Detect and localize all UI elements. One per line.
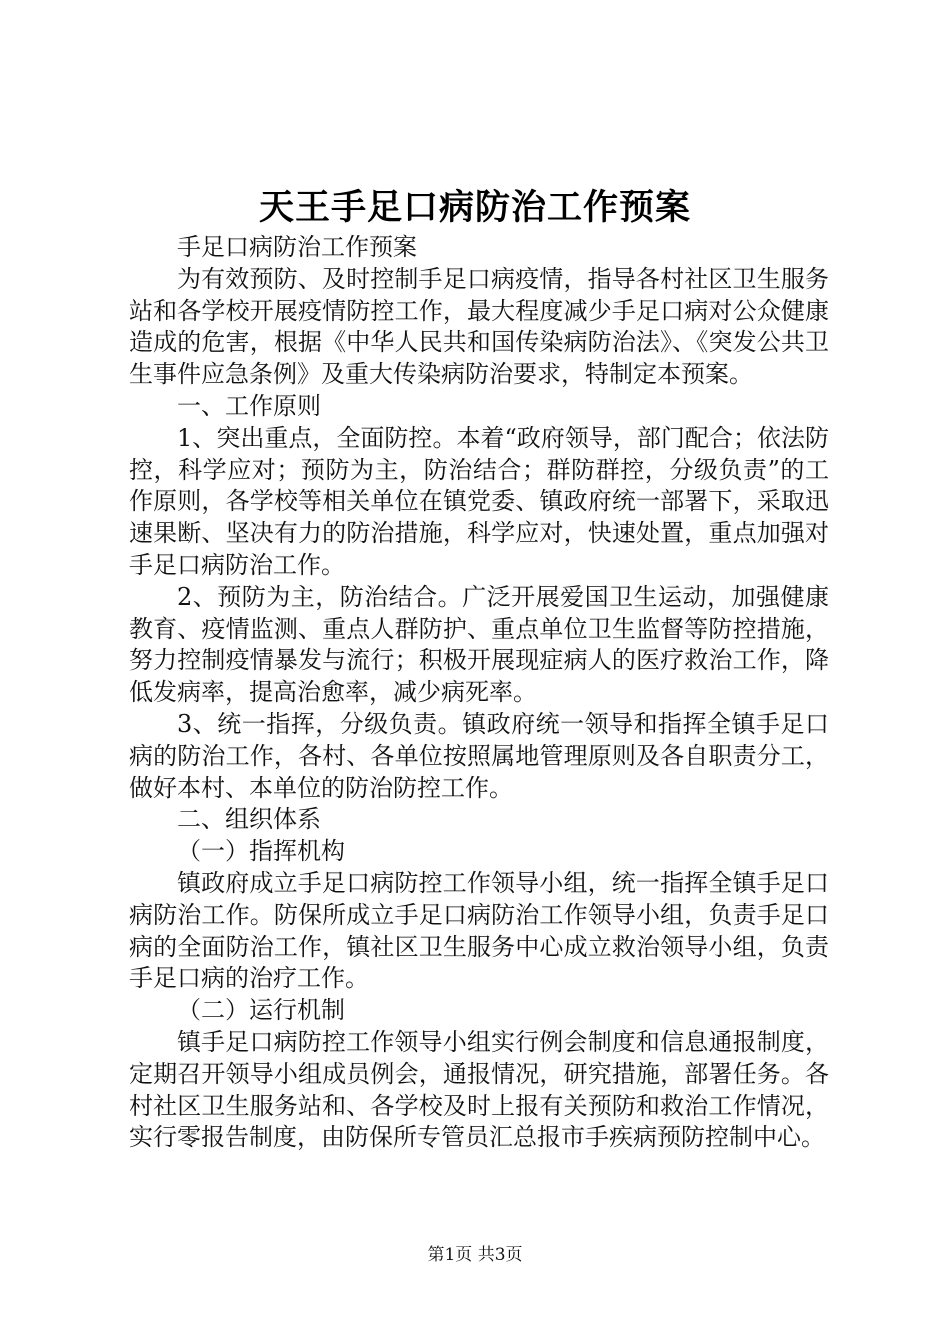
page-number: 第1页 共3页 (427, 1245, 523, 1265)
paragraph-command-structure: 镇政府成立手足口病防控工作领导小组，统一指挥全镇手足口病防治工作。防保所成立手足口病防治工作领导小组，负责手足口病的全面防治工作，镇社区卫生服务中心成立救治领导小组，负责手足口病的治疗工作。 (129, 868, 829, 993)
paragraph-principle-1: 1、突出重点，全面防控。本着“政府领导，部门配合；依法防控，科学应对；预防为主，防治结合；群防群控，分级负责”的工作原则，各学校等相关单位在镇党委、镇政府统一部署下，采取迅速果断、坚决有力的防治措施，科学应对，快速处置，重点加强对手足口病防治工作。 (129, 423, 829, 579)
paragraph-intro: 为有效预防、及时控制手足口病疫情，指导各村社区卫生服务站和各学校开展疫情防控工作，最大程度减少手足口病对公众健康造成的危害，根据《中华人民共和国传染病防治法》、《突发公共卫生事件应急条例》及重大传染病防治要求，特制定本预案。 (129, 264, 829, 389)
heading-operating-mechanism: （二）运行机制 (177, 996, 345, 1025)
paragraph-operating-mechanism: 镇手足口病防控工作领导小组实行例会制度和信息通报制度，定期召开领导小组成员例会，通报情况，研究措施，部署任务。各村社区卫生服务站和、各学校及时上报有关预防和救治工作情况，实行零报告制度，由防保所专管员汇总报市手疾病预防控制中心。 (129, 1027, 829, 1152)
document-body (129, 232, 829, 1154)
paragraph-principle-3: 3、统一指挥，分级负责。镇政府统一领导和指挥全镇手足口病的防治工作，各村、各单位按照属地管理原则及各自职责分工，做好本村、本单位的防治防控工作。 (129, 709, 829, 802)
paragraph-principle-2: 2、预防为主，防治结合。广泛开展爱国卫生运动，加强健康教育、疫情监测、重点人群防护、重点单位卫生监督等防控措施，努力控制疫情暴发与流行；积极开展现症病人的医疗救治工作，降低发病率，提高治愈率，减少病死率。 (129, 582, 829, 707)
document-title: 天王手足口病防治工作预案 (258, 187, 691, 228)
heading-command-structure: （一）指挥机构 (177, 837, 345, 866)
heading-organization: 二、组织体系 (177, 805, 321, 834)
heading-work-principles: 一、工作原则 (177, 391, 321, 420)
paragraph-subtitle: 手足口病防治工作预案 (177, 233, 417, 261)
